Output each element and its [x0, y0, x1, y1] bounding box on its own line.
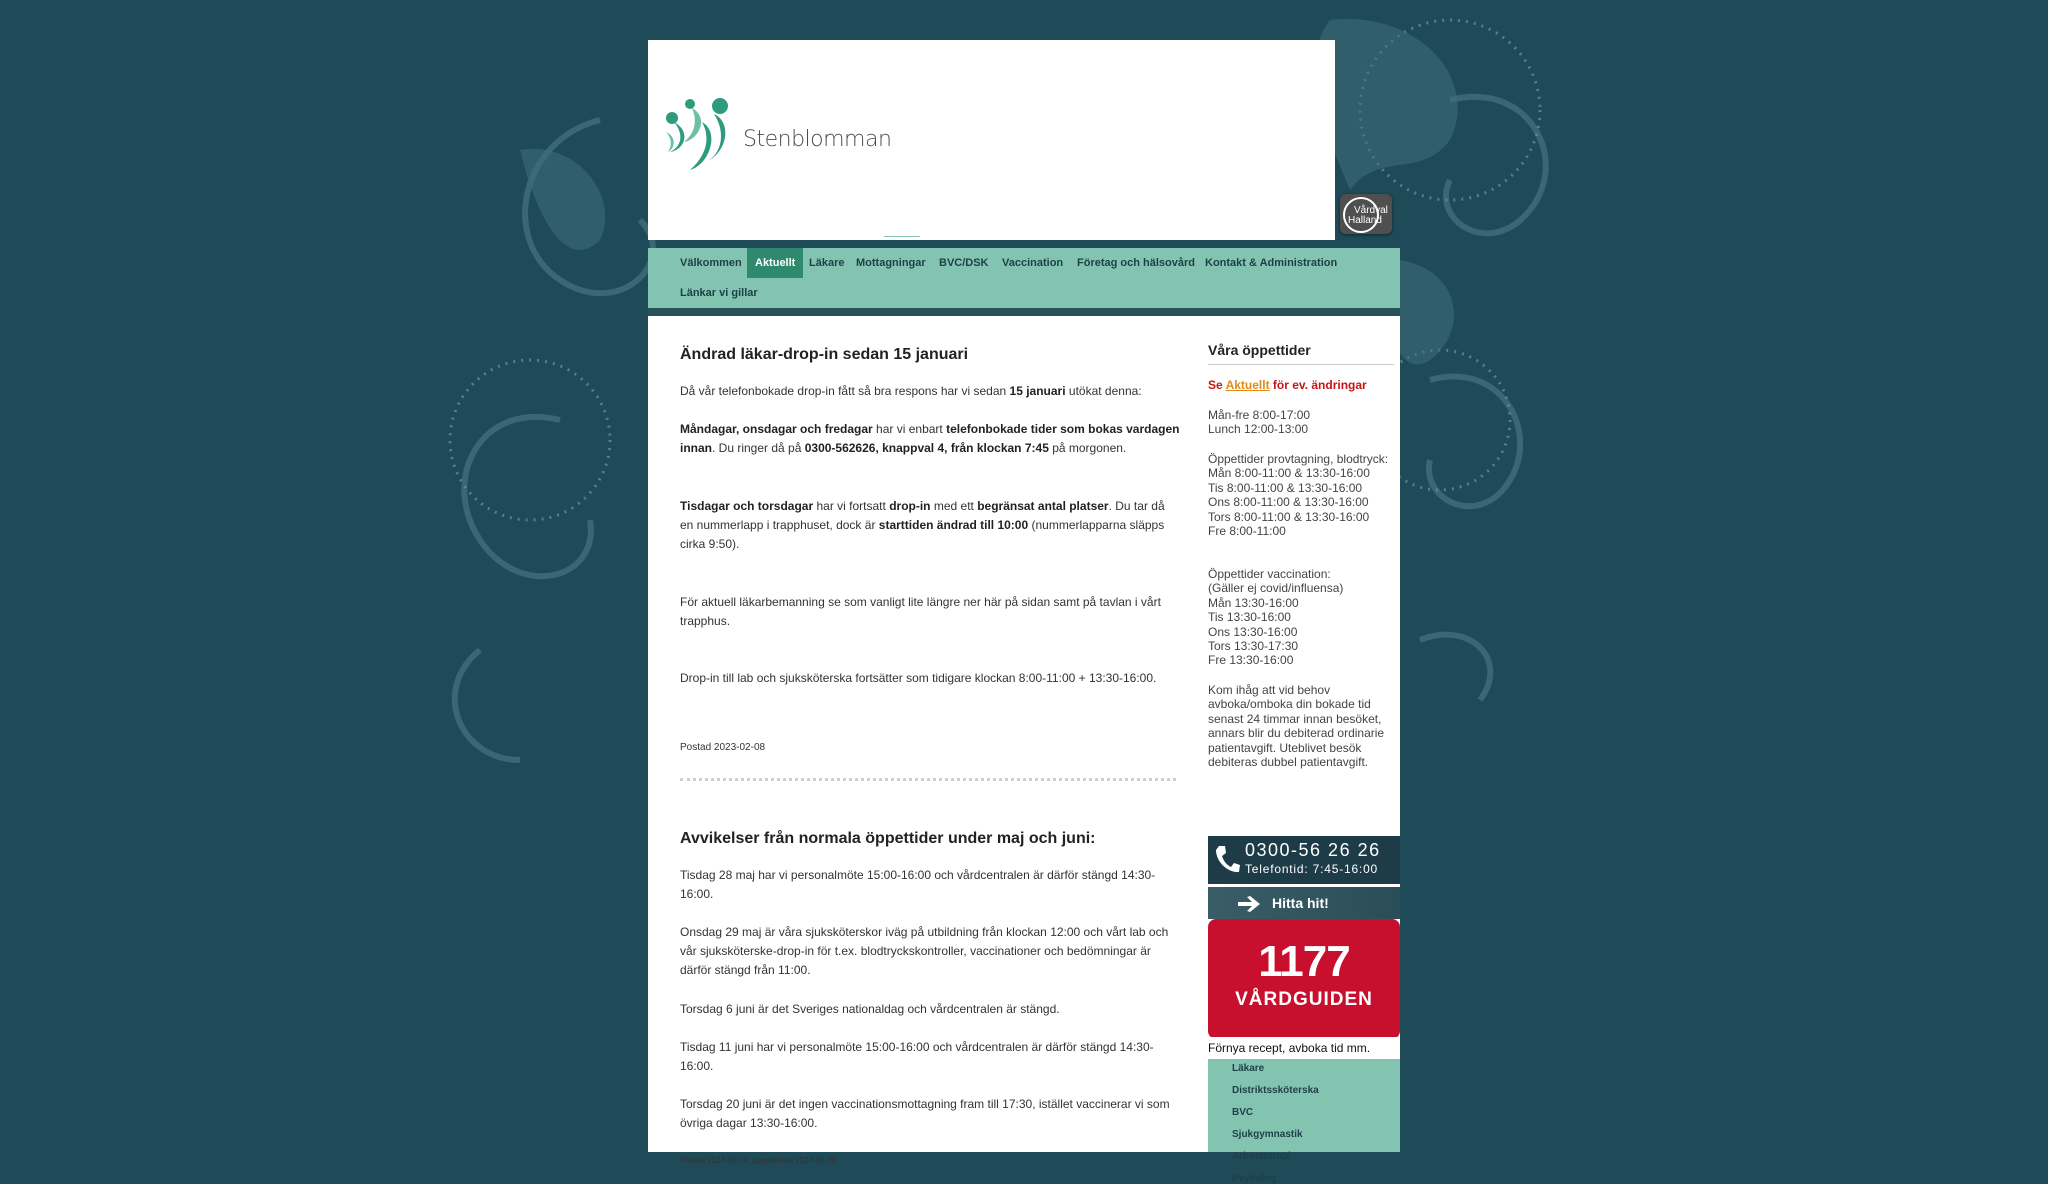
quicklink-bvc[interactable]: BVC — [1232, 1107, 1254, 1118]
vardguiden-number: 1177 — [1258, 937, 1350, 986]
sidebar-divider — [1208, 364, 1394, 365]
post-paragraph: Tisdag 11 juni har vi personalmöte 15:00-16:00 och vårdcentralen är därför stängd 14:30-16:00. — [680, 1040, 1154, 1073]
general-hours: Mån-fre 8:00-17:00 Lunch 12:00-13:00 — [1208, 408, 1311, 437]
quicklink-sjukgymnastik[interactable]: Sjukgymnastik — [1232, 1129, 1303, 1140]
main-navigation — [648, 248, 1400, 308]
find-us-button[interactable] — [1208, 887, 1400, 919]
nav-item-aktuellt[interactable]: Aktuellt — [747, 248, 803, 278]
post-title: Ändrad läkar-drop-in sedan 15 januari — [680, 346, 969, 363]
post-paragraph: Onsdag 29 maj är våra sjuksköterskor iväg på utbildning från klockan 12:00 och vårt lab och vår sjuksköterske-drop-in för t.ex. blodtryckskontroller, vaccinationer och bedömningar är därför stängd från 11:00. — [680, 925, 1169, 977]
vaccination-hours: Öppettider vaccination: (Gäller ej covid/influensa) Mån 13:30-16:00 Tis 13:30-16:00 Ons 13:30-16:00 Tors 13:30-17:30 Fre 13:30-16:00 — [1208, 567, 1344, 668]
post-date: Postad 2023-02-08 — [680, 742, 766, 753]
phone-hours: Telefontid: 7:45-16:00 — [1245, 862, 1379, 876]
arrow-right-icon — [1238, 896, 1260, 912]
post-divider — [680, 778, 1176, 781]
quicklink-psykolog[interactable]: Psykolog — [1232, 1173, 1277, 1184]
content-area — [648, 316, 1400, 1184]
logo-text: Stenblomman — [743, 127, 892, 152]
nav-item-lakare[interactable]: Läkare — [809, 257, 845, 269]
post-paragraph: Drop-in till lab och sjuksköterska fortsätter som tidigare klockan 8:00-11:00 + 13:30-16:00. — [680, 671, 1157, 685]
post-paragraph: Då vår telefonbokade drop-in fått så bra respons har vi sedan 15 januari utökat denna: — [680, 384, 1142, 398]
nav-item-valkommen[interactable]: Välkommen — [680, 257, 742, 269]
quicklink-distriktsskoterska[interactable]: Distriktssköterska — [1232, 1085, 1319, 1096]
opening-hours-title: Våra öppettider — [1208, 342, 1311, 358]
quicklink-arbetsterapi[interactable]: Arbetsterapi — [1232, 1151, 1291, 1162]
nav-item-bvc-dsk[interactable]: BVC/DSK — [939, 257, 989, 269]
post-paragraph: För aktuell läkarbemanning se som vanligt lite längre ner här på sidan samt på tavlan i vårt trapphus. — [680, 595, 1161, 628]
site-header — [648, 40, 1388, 240]
post-date: Postad 2024-05-14, uppdaterad 2024-05-28 — [680, 1156, 837, 1165]
vardguiden-label: VÅRDGUIDEN — [1235, 989, 1373, 1010]
vardval-badge[interactable] — [1340, 194, 1392, 234]
header-underline — [884, 236, 920, 237]
post-paragraph: Måndagar, onsdagar och fredagar har vi enbart telefonbokade tider som bokas vardagen innan. Du ringer då på 0300-562626, knappval 4, från klockan 7:45 på morgonen. — [680, 422, 1180, 455]
quicklink-lakare[interactable]: Läkare — [1232, 1063, 1265, 1074]
find-us-label: Hitta hit! — [1272, 895, 1329, 911]
post-paragraph: Tisdag 28 maj har vi personalmöte 15:00-16:00 och vårdcentralen är därför stängd 14:30-16:00. — [680, 868, 1156, 901]
nav-item-foretag[interactable]: Företag och hälsovård — [1077, 257, 1195, 269]
vardval-line1: Vårdval — [1354, 205, 1388, 216]
nav-item-kontakt[interactable]: Kontakt & Administration — [1205, 257, 1338, 269]
changes-note: Se Aktuellt för ev. ändringar — [1208, 378, 1367, 392]
post-paragraph: Tisdagar och torsdagar har vi fortsatt drop-in med ett begränsat antal platser. Du tar då en nummerlapp i trapphuset, dock är starttiden ändrad till 10:00 (nummerlapparna släpps cirka 9:50). — [680, 499, 1165, 551]
vardguiden-caption: Förnya recept, avboka tid mm. — [1208, 1037, 1400, 1059]
post-paragraph: Torsdag 6 juni är det Sveriges nationaldag och vårdcentralen är stängd. — [680, 1002, 1060, 1016]
nav-item-mottagningar[interactable]: Mottagningar — [856, 257, 926, 269]
nav-shadow — [648, 308, 1400, 316]
post-paragraph: Torsdag 20 juni är det ingen vaccinationsmottagning fram till 17:30, istället vaccinerar vi som övriga dagar 13:30-16:00. — [680, 1097, 1170, 1130]
phone-icon — [1214, 844, 1240, 874]
vardguiden-banner[interactable] — [1208, 919, 1400, 1039]
nav-item-vaccination[interactable]: Vaccination — [1002, 257, 1064, 269]
logo-icon[interactable] — [662, 92, 742, 174]
phone-banner[interactable] — [1208, 836, 1400, 886]
phone-number: 0300-56 26 26 — [1245, 840, 1381, 860]
post-title: Avvikelser från normala öppettider under maj och juni: — [680, 830, 1096, 847]
aktuellt-link[interactable]: Aktuellt — [1225, 378, 1270, 392]
quicklinks-box — [1208, 1059, 1400, 1184]
cancellation-reminder: Kom ihåg att vid behov avboka/omboka din bokade tid senast 24 timmar innan besöket, annars blir du debiterad ordinarie patientavgift. Uteblivet besök debiteras dubbel patientavgift. — [1208, 683, 1385, 770]
vardval-line2: Halland — [1348, 215, 1382, 226]
lab-hours: Öppettider provtagning, blodtryck: Mån 8:00-11:00 & 13:30-16:00 Tis 8:00-11:00 & 13:30-16:00 Ons 8:00-11:00 & 13:30-16:00 Tors 8:00-11:00 & 13:30-16:00 Fre 8:00-11:00 — [1208, 452, 1389, 539]
nav-item-lankar[interactable]: Länkar vi gillar — [680, 287, 758, 299]
